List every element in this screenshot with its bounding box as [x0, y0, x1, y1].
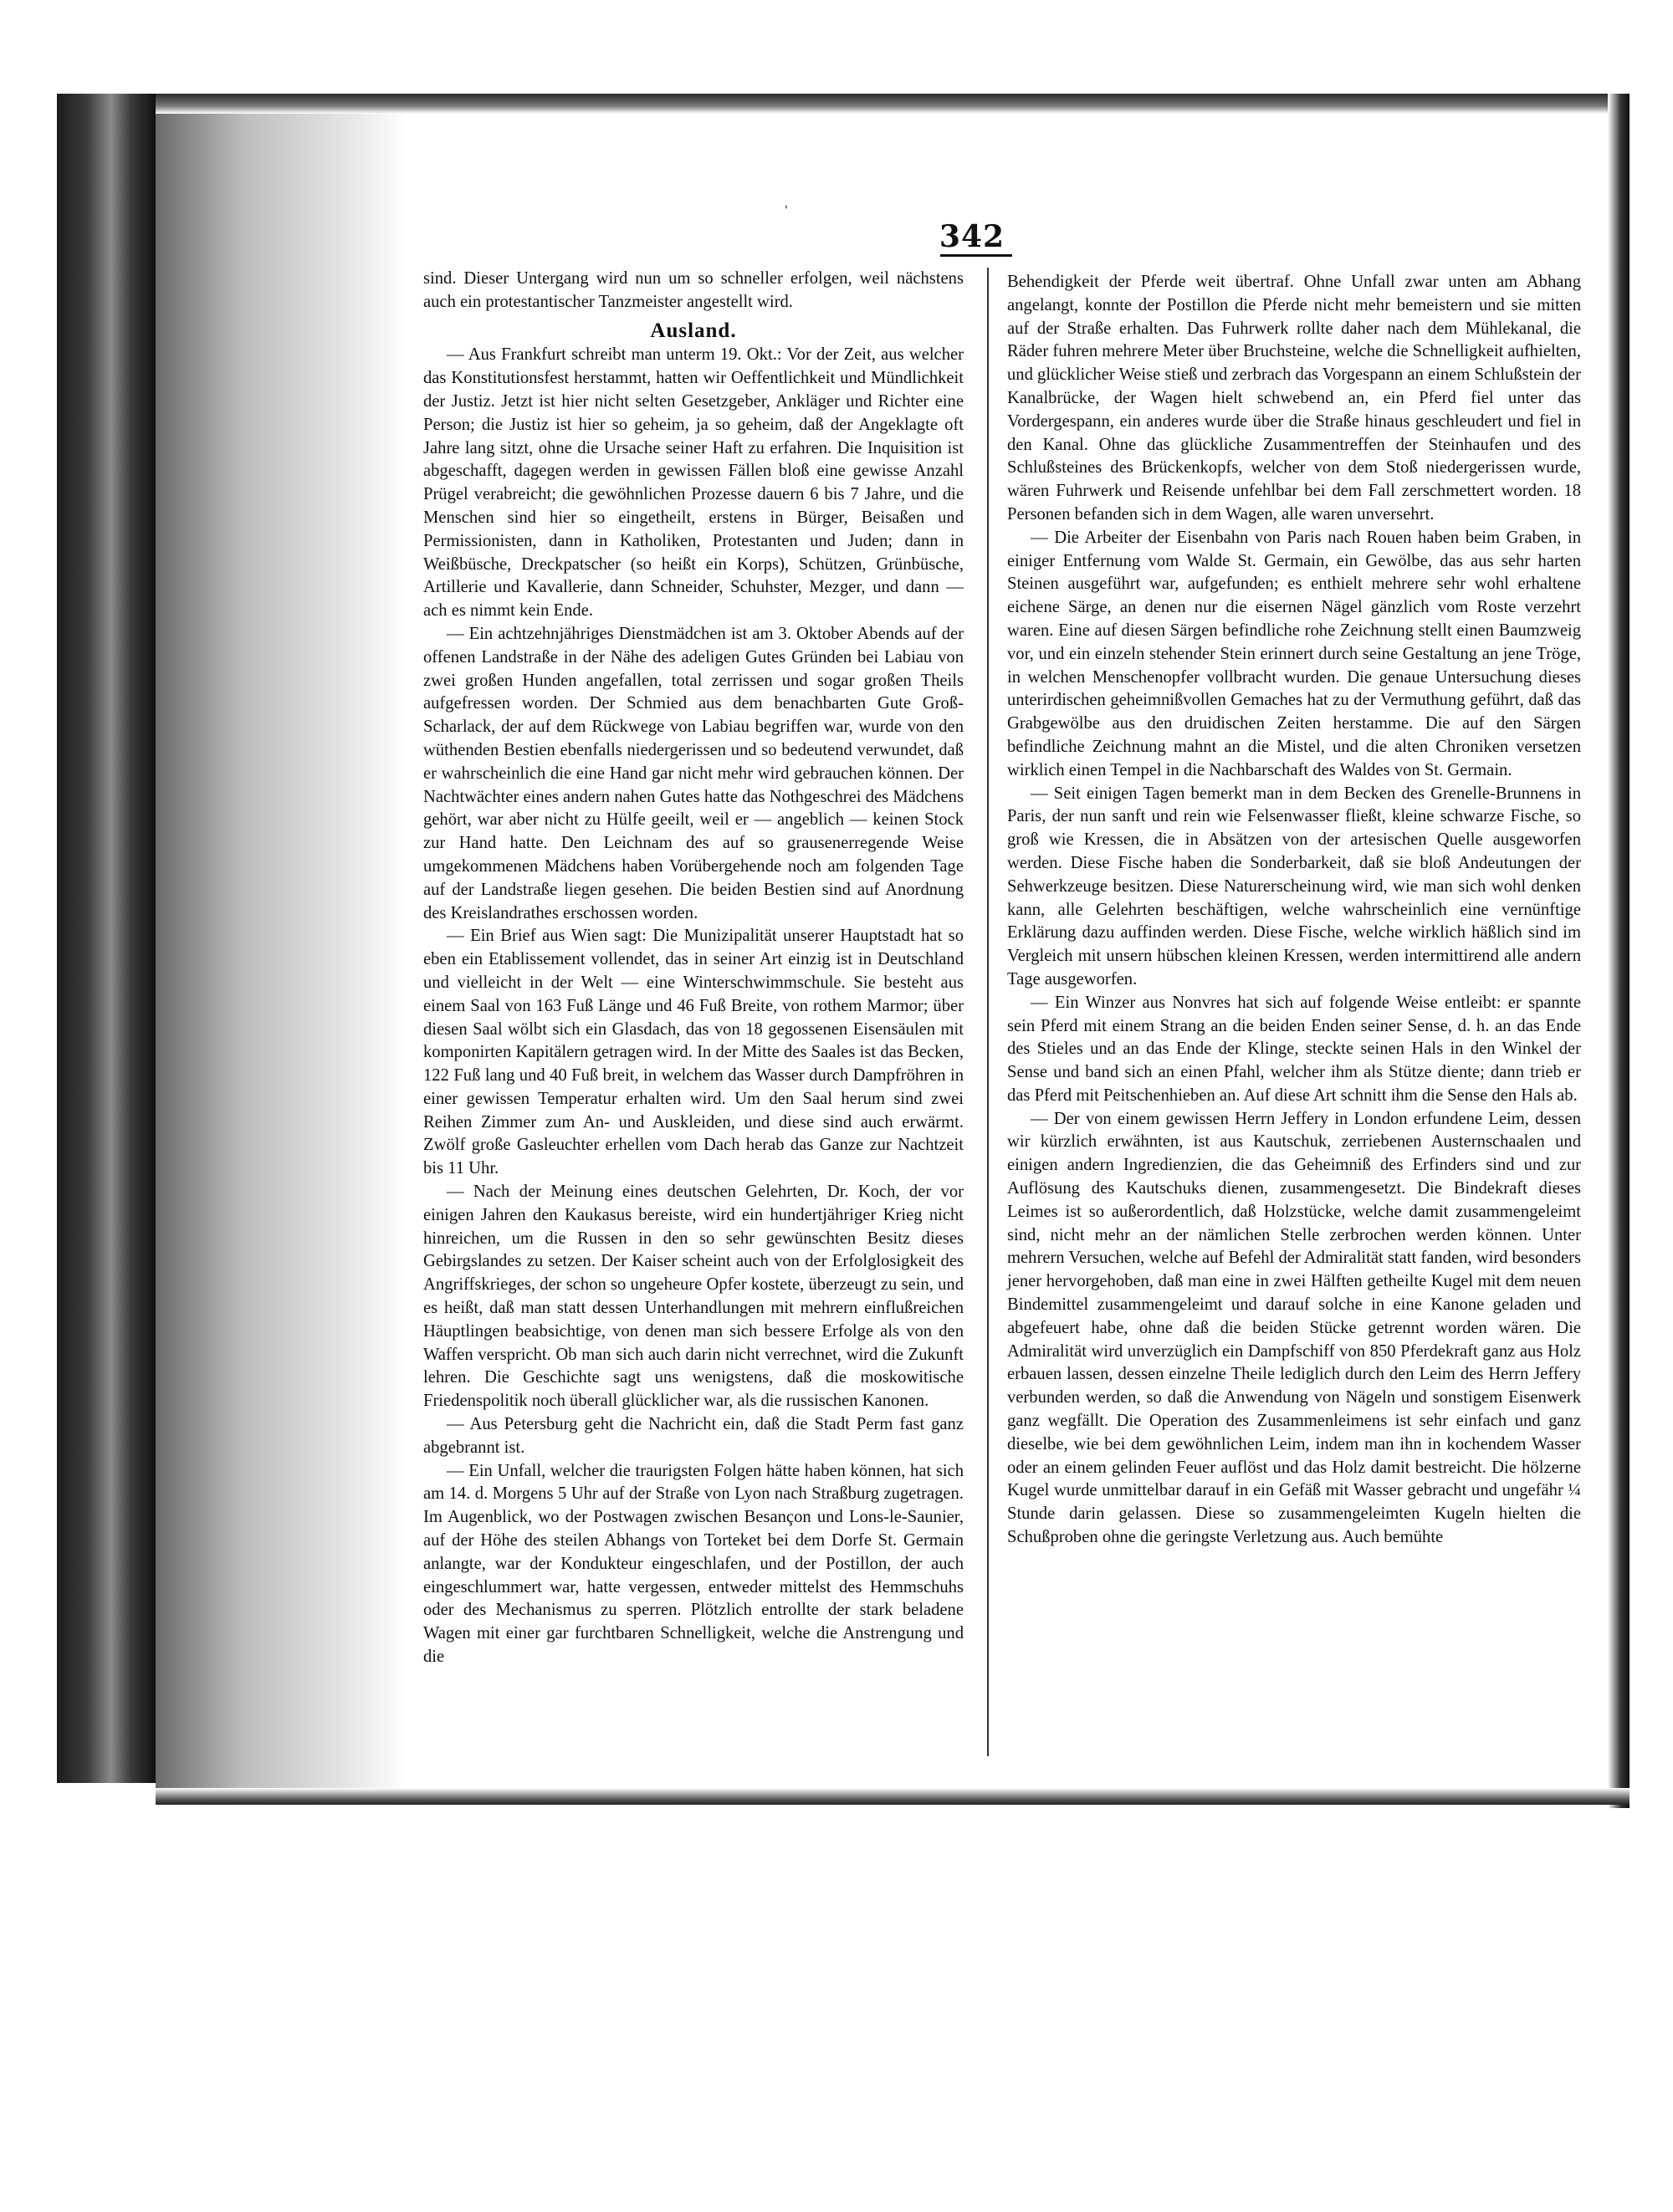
right-edge-shadow — [1608, 94, 1630, 1808]
top-edge-shadow — [156, 94, 1628, 114]
header-mark: ' — [785, 204, 788, 217]
continuation-paragraph: sind. Dieser Untergang wird nun um so schneller erfolgen, weil nächstens auch ein protestantischer Tanzmeister angestellt wird. — [423, 269, 964, 311]
article-jeffery-leim: — Der von einem gewissen Herrn Jeffery in London erfundene Leim, dessen wir kürzlich erwähnten, ist aus Kautschuk, zerriebenen Austernschaalen und einigen andern Ingredienzien, die das Geheimniß des Erfinders sind und zur Auflösung des Kautschuks dienen, zusammengesetzt. Die Bindekraft dieses Leimes ist so außerordentlich, daß Holzstücke, welche damit zusammengeleimt sind, nicht mehr an der nämlichen Stelle zerbrochen werden können. Unter mehrern Versuchen, welche auf Befehl der Admiralität statt fanden, wird besonders jener hervorgehoben, daß man eine in zwei Hälften getheilte Kugel mit dem neuen Bindemittel zusammengeleimt und darauf solche in eine Kanone geladen und abgefeuert habe, ohne daß die beiden Stücke getrennt worden wären. Die Admiralität wird unverzüglich ein Dampfschiff von 850 Pferdekraft ganz aus Holz erbauen lassen, dessen einzelne Theile lediglich durch den Leim des Herrn Jeffery verbunden werden, so daß die Anwendung von Nägeln und sonstigem Eisenwerk ganz wegfällt. Die Operation des Zusammenleimens ist sehr einfach und ganz dieselbe, wie bei dem gewöhnlichen Leim, indem man ihn in kochendem Wasser oder an einem gelinden Feuer auflöst und das Holz damit bestreicht. Die hölzerne Kugel wurde unmittelbar darauf in ein Gefäß mit Wasser gebracht und ungefähr ¼ Stunde darin gelassen. Diese so zusammengeleimten Kugeln hielten die Schußproben ohne die geringste Verletzung aus. Auch bemühte — [1007, 1109, 1581, 1547]
article-wien: — Ein Brief aus Wien sagt: Die Munizipalität unserer Hauptstadt hat so eben ein Etablissement vollendet, das in seiner Art einzig ist in Deutschland und vielleicht in der Welt — eine Winterschwimmschule. Sie besteht aus einem Saal von 163 Fuß Länge und 46 Fuß Breite, von rothem Marmor; über diesen Saal wölbt sich ein Glasdach, das von 18 gegossenen Eisensäulen mit komponirten Kapitälern getragen wird. In der Mitte des Saales ist das Becken, 122 Fuß lang und 40 Fuß breit, in welchem das Wasser durch Dampfröhren in einer gewissen Temperatur erhalten wird. Um den Saal herum sind zwei Reihen Zimmer zum An- und Auskleiden, und diese sind auch erwärmt. Zwölf große Gasleuchter erhellen vom Dach herab das Ganze zur Nachtzeit bis 11 Uhr. — [423, 927, 964, 1178]
right-column — [1007, 271, 1581, 1550]
page-number: 342 — [939, 219, 1005, 254]
continuation-paragraph: Behendigkeit der Pferde weit übertraf. Ohne Unfall zwar unten am Abhang angelangt, konnte der Postillon die Pferde nicht mehr bemeistern und sie mitten auf der Straße erhalten. Das Fuhrwerk rollte daher nach dem Mühlekanal, die Räder fuhren mehrere Meter über Bruchsteine, welche die Schnelligkeit aufhielten, und glücklicher Weise stieß und zerbrach das Vorgespann an einem Schlußstein der Kanalbrücke, der Wagen hielt schwebend an, ein Pferd fiel unter das Vordergespann, ein anderes wurde über die Straße hinaus geschleudert und fiel in den Kanal. Ohne das glückliche Zusammentreffen der Steinhaufen und des Schlußsteines des Brückenkopfs, welcher von dem Stoß niedergerissen wurde, wären Fuhrwerk und Reisende unfehlbar bei dem Fall zerschmettert worden. 18 Personen befanden sich in dem Wagen, alle waren unversehrt. — [1007, 273, 1581, 524]
article-frankfurt: — Aus Frankfurt schreibt man unterm 19. Okt.: Vor der Zeit, aus welcher das Konstitutionsfest herstammt, hatten wir Oeffentlichkeit und Mündlichkeit der Justiz. Jetzt ist hier nicht selten Gesetzgeber, Ankläger und Richter eine Person; die Justiz ist hier so geheim, ja so geheim, daß der Angeklagte oft Jahre lang sitzt, ohne die Ursache seiner Haft zu erfahren. Die Inquisition ist abgeschafft, dagegen werden in gewissen Fällen bloß eine gewisse Anzahl Prügel verabreicht; die gewöhnlichen Prozesse dauern 6 bis 7 Jahre, und die Menschen sind hier so eingetheilt, erstens in Bürger, Beisaßen und Permissionisten, dann in Katholiken, Protestanten und Juden; dann in Weißbüsche, Dreckpatscher (so heißt ein Korps), Schützen, Grünbüsche, Artillerie und Kavallerie, dann Schneider, Schuhster, Mezger, und dann — ach es nimmt kein Ende. — [423, 345, 964, 621]
article-unfall: — Ein Unfall, welcher die traurigsten Folgen hätte haben können, hat sich am 14. d. Morgens 5 Uhr auf der Straße von Lyon nach Straßburg zugetragen. Im Augenblick, wo der Postwagen zwischen Besançon und Lons-le-Saunier, auf der Höhe des steilen Abhangs von Torteket bei dem Dorfe St. Germain anlangte, war der Kondukteur eingeschlafen, und der Postillon, der auch eingeschlummert war, hatte vergessen, entweder mittelst des Hemmschuhs oder des Mechanismus zu sperren. Plötzlich entrollte der stark beladene Wagen mit einer gar furchtbaren Schnelligkeit, welche die Anstrengung und die — [423, 1461, 964, 1667]
article-eisenbahn: — Die Arbeiter der Eisenbahn von Paris nach Rouen haben beim Graben, in einiger Entfernung vom Walde St. Germain, ein Gewölbe, das aus sehr harten Steinen ausgeführt war, aufgefunden; es enthielt mehrere sehr wohl erhaltene eichene Särge, an denen nur die eisernen Nägel gänzlich vom Roste verzehrt waren. Eine auf diesen Särgen befindliche rohe Zeichnung stellt einen Baumzweig vor, und ein einzeln stehender Stein erinnert durch seine Gestaltung an jene Tröge, in welchen Menschenopfer vollbracht wurden. Die genaue Untersuchung dieses unterirdischen geheimnißvollen Gemaches hat zu der Vermuthung geführt, daß das Grabgewölbe aus den druidischen Zeiten herstamme. Die auf den Särgen befindliche Zeichnung mahnt an die Mistel, und die alten Chroniken versetzen wirklich einen Tempel in die Nachbarschaft des Waldes von St. Germain. — [1007, 528, 1581, 779]
book-spine-shadow — [57, 94, 156, 1783]
page-number-underline — [940, 254, 1012, 257]
left-column — [423, 268, 964, 1669]
article-petersburg: — Aus Petersburg geht die Nachricht ein, daß die Stadt Perm fast ganz abgebrannt ist. — [423, 1415, 964, 1457]
section-heading-ausland: Ausland. — [650, 319, 737, 342]
bottom-edge-shadow — [156, 1788, 1630, 1805]
article-winzer: — Ein Winzer aus Nonvres hat sich auf folgende Weise entleibt: er spannte sein Pferd mit einem Strang an die beiden Enden seiner Sense, d. h. an das Ende des Stieles und an das Ende der Klinge, steckte seinen Hals in den Winkel der Sense und band sich an einen Pfahl, welcher ihm als Stütze diente; dann trieb er das Pferd mit Peitschenhieben an. Auf diese Art schnitt ihm die Sense den Hals ab. — [1007, 993, 1581, 1105]
article-grenelle: — Seit einigen Tagen bemerkt man in dem Becken des Grenelle-Brunnens in Paris, der nun sanft und rein wie Felsenwasser fließt, kleine schwarze Fische, so groß wie Kressen, die in Absätzen von der artesischen Quelle ausgeworfen werden. Diese Fische haben die Sonderbarkeit, daß sie bloß Andeutungen der Sehwerkzeuge besitzen. Diese Naturerscheinung wird, wie man sich wohl denken kann, alle Gelehrten beschäftigen, welche wahrscheinlich eine vernünftige Erklärung dazu auffinden werden. Diese Fische, welche wirklich häßlich sind im Vergleich mit unsern hübschen kleinen Kressen, werden intermittirend alle andern Tage ausgeworfen. — [1007, 784, 1581, 989]
article-kaukasus: — Nach der Meinung eines deutschen Gelehrten, Dr. Koch, der vor einigen Jahren den Kaukasus bereiste, wird ein hundertjähriger Krieg nicht hinreichen, um die Russen in den so sehr gewünschten Besitz dieses Gebirgslandes zu setzen. Der Kaiser scheint auch von der Erfolglosigkeit des Angriffskrieges, der schon so ungeheure Opfer kostete, überzeugt zu sein, und es heißt, daß man statt dessen Unterhandlungen mit mehrern einflußreichen Häuptlingen beabsichtige, von denen man sich bessere Erfolge als von den Waffen verspricht. Ob man sich auch darin nicht verrechnet, wird die Zukunft lehren. Die Geschichte sagt uns wenigstens, daß die moskowitische Friedenspolitik noch überall glücklicher war, als die russischen Kanonen. — [423, 1183, 964, 1411]
page-gutter-shadow — [156, 97, 407, 1795]
article-dienstmaedchen: — Ein achtzehnjähriges Dienstmädchen ist am 3. Oktober Abends auf der offenen Landstraße in der Nähe des adeligen Gutes Gründen bei Labiau von zwei großen Hunden angefallen, total zerrissen und sogar großen Theils aufgefressen worden. Der Schmied aus dem benachbarten Gute Groß-Scharlack, der auf dem Rückwege von Labiau begriffen war, wurde von den wüthenden Bestien ebenfalls niedergerissen und so bedeutend verwundet, daß er wahrscheinlich die eine Hand gar nicht mehr wird gebrauchen können. Der Nachtwächter eines andern nahen Gutes hatte das Nothgeschrei des Mädchens gehört, war aber nicht zu Hülfe geeilt, weil er — angeblich — keinen Stock zur Hand hatte. Den Leichnam des auf so grausenerregende Weise umgekommenen Mädchens haben Vorübergehende noch am folgenden Tage auf der Landstraße liegen gesehen. Die beiden Bestien sind auf Anordnung des Kreislandrathes erschossen worden. — [423, 624, 964, 922]
column-divider — [987, 268, 989, 1756]
